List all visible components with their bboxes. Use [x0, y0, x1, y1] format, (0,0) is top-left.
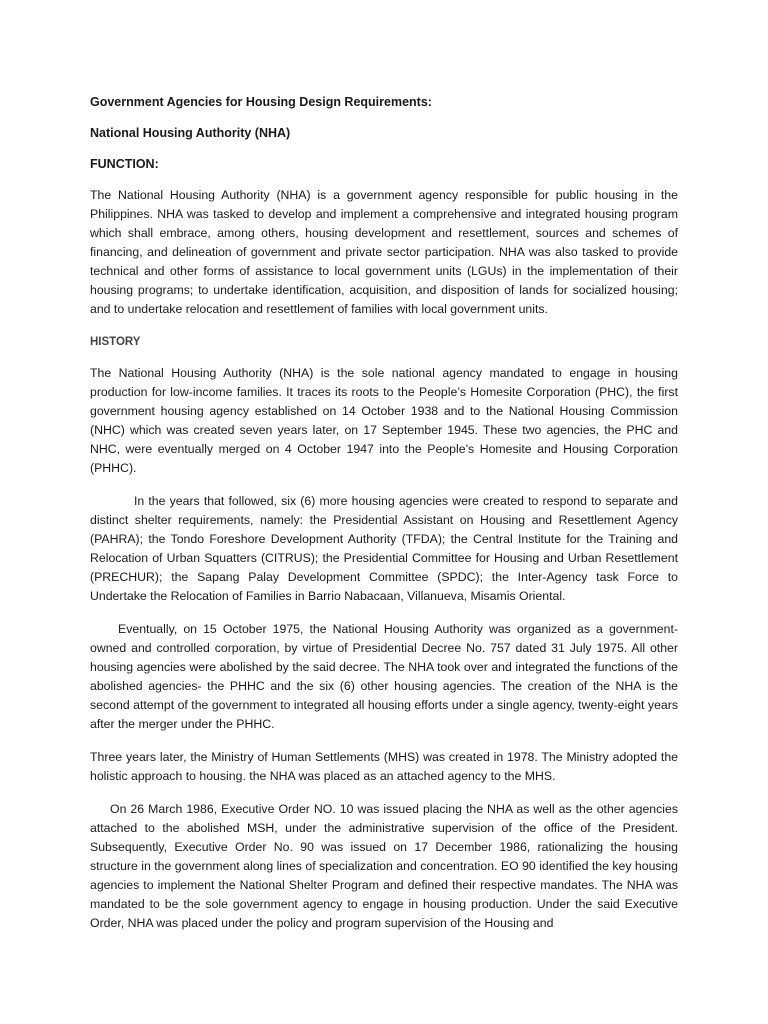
function-paragraph: The National Housing Authority (NHA) is a government agency responsible for public housing in the Philippines. NHA was tasked to develop and implement a comprehensive and integrated housing program which shall embrace, among others, housing development and resettlement, sources and schemes of financing, and delineation of government and private sector participation. NHA was also tasked to provide technical and other forms of assistance to local government units (LGUs) in the implementation of their housing programs; to undertake identification, acquisition, and disposition of lands for socialized housing; and to undertake relocation and resettlement of families with local government units. — [90, 188, 678, 316]
history-heading: HISTORY — [90, 336, 141, 348]
agency-name: National Housing Authority (NHA) — [90, 126, 291, 140]
history-paragraph-1: The National Housing Authority (NHA) is the sole national agency mandated to engage in housing production for low-income families. It traces its roots to the People’s Homesite Corporation (PHC), the first government housing agency established on 14 October 1938 and to the National Housing Commission (NHC) which was created seven years later, on 17 September 1945. These two agencies, the PHC and NHC, were eventually merged on 4 October 1947 into the People’s Homesite and Housing Corporation (PHHC). — [90, 366, 678, 475]
history-paragraph-2: In the years that followed, six (6) more housing agencies were created to respond to separate and distinct shelter requirements, namely: the Presidential Assistant on Housing and Resettlement Agency (PAHRA); the Tondo Foreshore Development Authority (TFDA); the Central Institute for the Training and Relocation of Urban Squatters (CITRUS); the Presidential Committee for Housing and Urban Resettlement (PRECHUR); the Sapang Palay Development Committee (SPDC); the Inter-Agency task Force to Undertake the Relocation of Families in Barrio Nabacaan, Villanueva, Misamis Oriental. — [90, 494, 678, 603]
history-paragraph-5: On 26 March 1986, Executive Order NO. 10 was issued placing the NHA as well as the other agencies attached to the abolished MSH, under the administrative supervision of the office of the President. Subsequently, Executive Order No. 90 was issued on 17 December 1986, rationalizing the housing structure in the government along lines of specialization and concentration. EO 90 identified the key housing agencies to implement the National Shelter Program and defined their respective mandates. The NHA was mandated to be the sole government agency to engage in housing production. Under the said Executive Order, NHA was placed under the policy and program supervision of the Housing and — [90, 802, 678, 930]
history-paragraph-3: Eventually, on 15 October 1975, the National Housing Authority was organized as a government-owned and controlled corporation, by virtue of Presidential Decree No. 757 dated 31 July 1975. All other housing agencies were abolished by the said decree. The NHA took over and integrated the functions of the abolished agencies- the PHHC and the six (6) other housing agencies. The creation of the NHA is the second attempt of the government to integrated all housing efforts under a single agency, twenty-eight years after the merger under the PHHC. — [90, 622, 678, 731]
history-paragraph-4: Three years later, the Ministry of Human Settlements (MHS) was created in 1978. The Ministry adopted the holistic approach to housing. the NHA was placed as an attached agency to the MHS. — [90, 750, 678, 783]
document-title: Government Agencies for Housing Design Requirements: — [90, 95, 432, 109]
document-page — [90, 80, 678, 933]
function-heading: FUNCTION: — [90, 157, 159, 171]
